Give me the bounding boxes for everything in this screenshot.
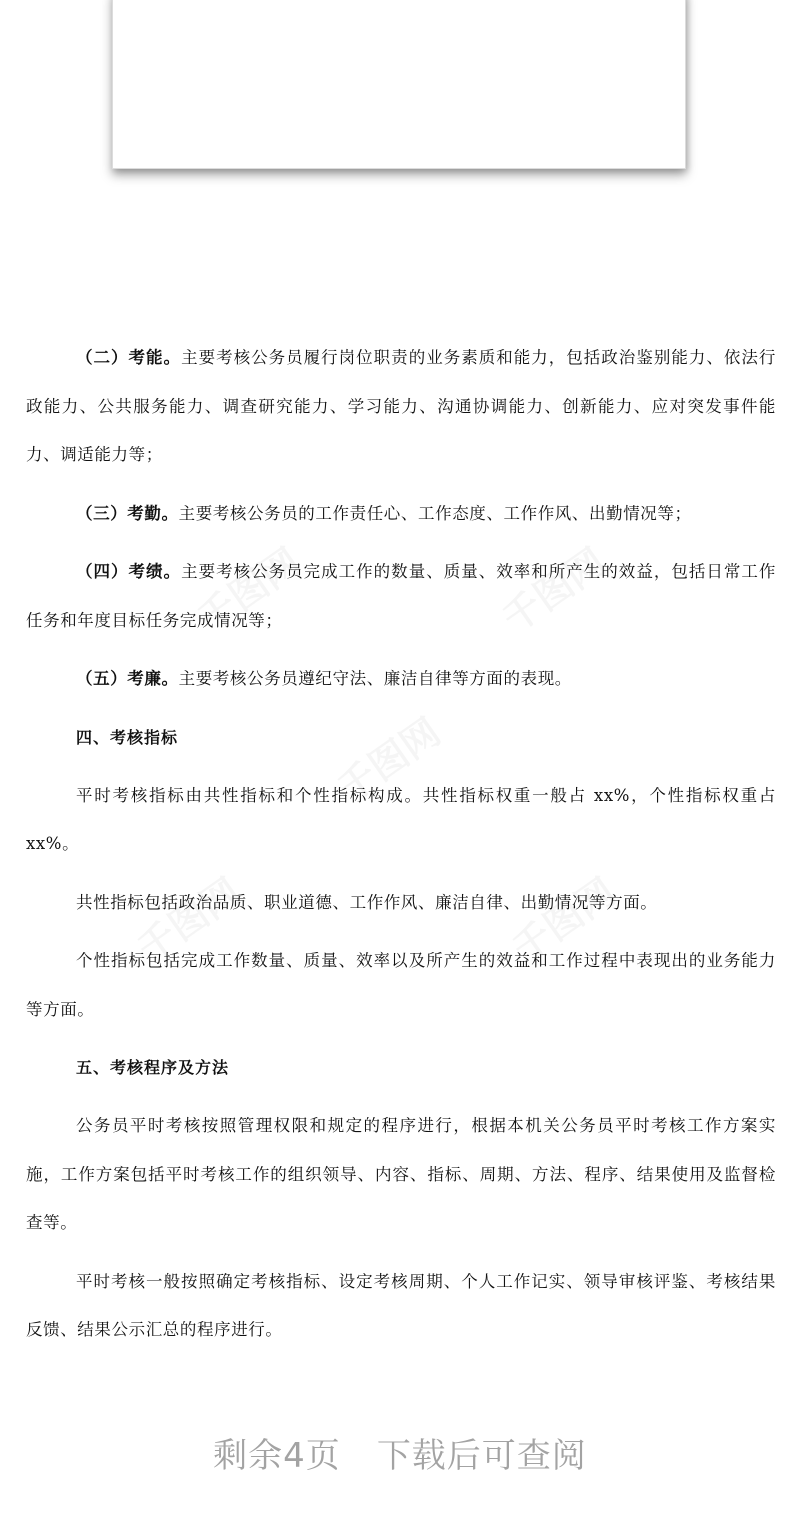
paragraph-procedure-steps: 平时考核一般按照确定考核指标、设定考核周期、个人工作记实、领导审核评鉴、考核结果反馈、结果公示汇总的程序进行。 — [26, 1271, 776, 1339]
paragraph-kaolian — [26, 655, 776, 704]
paragraph-lead: （三）考勤。 — [76, 503, 179, 523]
document-body — [26, 334, 776, 1365]
paragraph-individual-indicators: 个性指标包括完成工作数量、质量、效率以及所产生的效益和工作过程中表现出的业务能力等方面。 — [26, 951, 776, 1019]
paragraph-text: 主要考核公务员履行岗位职责的业务素质和能力，包括政治鉴别能力、依法行政能力、公共服务能力、调查研究能力、学习能力、沟通协调能力、创新能力、应对突发事件能力、调适能力等； — [26, 348, 776, 464]
paragraph-kaoqin — [26, 490, 776, 539]
paragraph-procedure-plan: 公务员平时考核按照管理权限和规定的程序进行，根据本机关公务员平时考核工作方案实施，工作方案包括平时考核工作的组织领导、内容、指标、周期、方法、程序、结果使用及监督检查等。 — [26, 1116, 776, 1232]
paragraph-lead: （五）考廉。 — [76, 669, 179, 688]
paragraph-text: 主要考核公务员完成工作的数量、质量、效率和所产生的效益，包括日常工作任务和年度目标任务完成情况等； — [26, 562, 776, 630]
paragraph-lead: （四）考绩。 — [76, 562, 182, 581]
paragraph-indicator-composition: 平时考核指标由共性指标和个性指标构成。共性指标权重一般占 xx%，个性指标权重占xx%。 — [26, 785, 776, 853]
paragraph-lead: （二）考能。 — [76, 348, 182, 367]
previous-page-card — [112, 0, 686, 169]
download-prompt[interactable] — [0, 1428, 800, 1477]
paragraph-text: 主要考核公务员的工作责任心、工作态度、工作作风、出勤情况等； — [178, 503, 692, 523]
paragraph-common-indicators: 共性指标包括政治品质、职业道德、工作作风、廉洁自律、出勤情况等方面。 — [76, 892, 658, 912]
paragraph-text: 主要考核公务员遵纪守法、廉洁自律等方面的表现。 — [178, 669, 572, 688]
paragraph-kaoji — [26, 548, 776, 645]
remaining-pages-text: 剩余4页 — [213, 1436, 341, 1476]
download-to-view-text: 下载后可查阅 — [376, 1436, 587, 1476]
section-heading-indicators: 四、考核指标 — [76, 727, 179, 747]
paragraph-kaoneng — [26, 334, 776, 480]
section-heading-procedures: 五、考核程序及方法 — [76, 1058, 230, 1077]
